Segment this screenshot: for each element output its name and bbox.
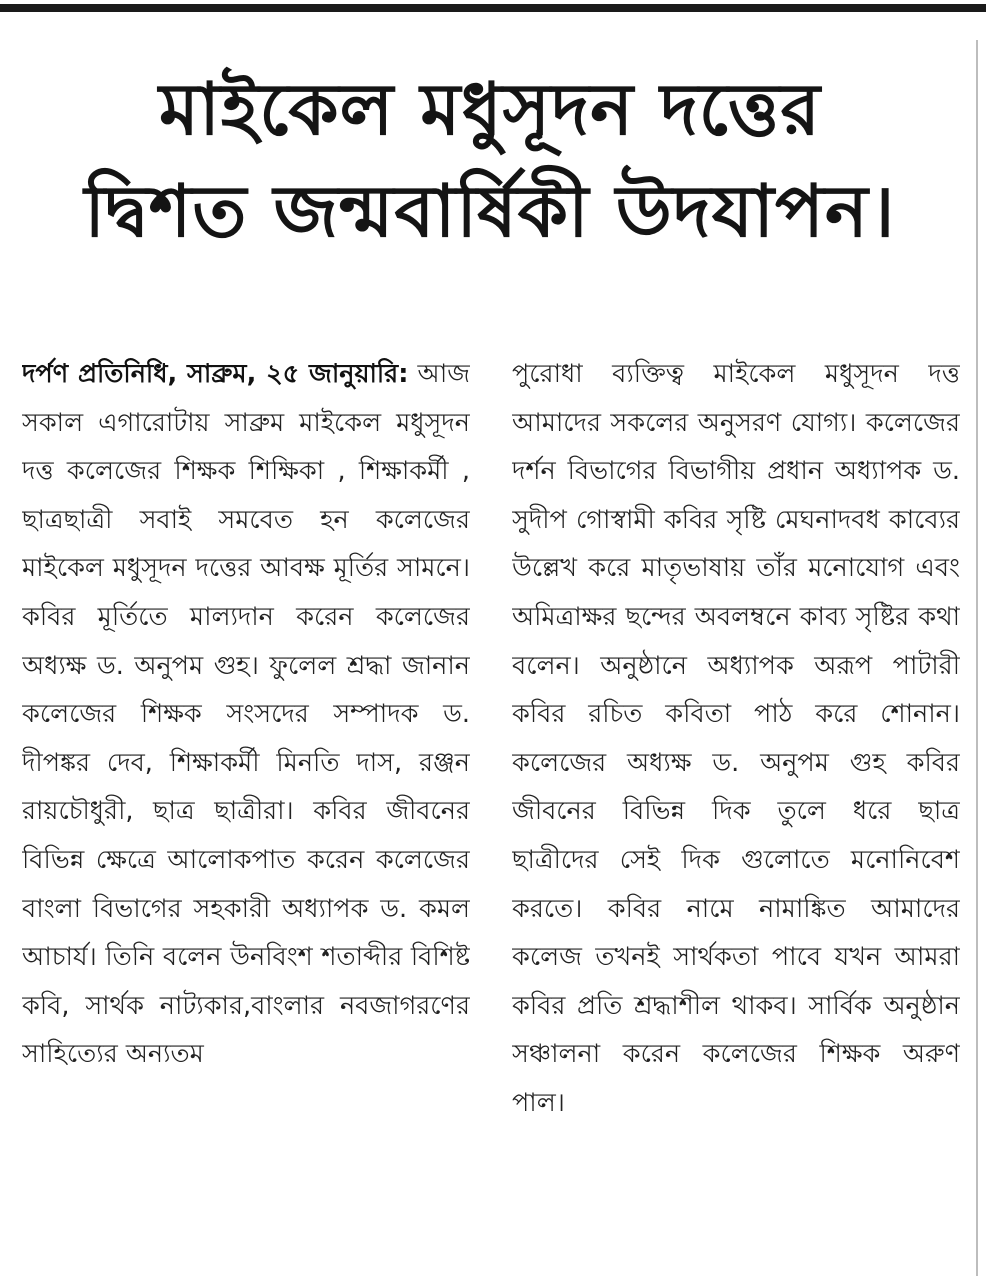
- article-body-left: আজ সকাল এগারোটায় সাব্রুম মাইকেল মধুসূদন দত্ত কলেজের শিক্ষক শিক্ষিকা , শিক্ষাকর্মী , ছাত্রছাত্রী সবাই সমবেত হন কলেজের মাইকেল মধুসূদন দত্তের আবক্ষ মূর্তির সামনে। কবির মূর্তিতে মাল্যদান করেন কলেজের অধ্যক্ষ ড. অনুপম গুহ। ফুলেল শ্রদ্ধা জানান কলেজের শিক্ষক সংসদের সম্পাদক ড. দীপঙ্কর দেব, শিক্ষাকর্মী মিনতি দাস, রঞ্জন রায়চৌধুরী, ছাত্র ছাত্রীরা। কবির জীবনের বিভিন্ন ক্ষেত্রে আলোকপাত করেন কলেজের বাংলা বিভাগের সহকারী অধ্যাপক ড. কমল আচার্য। তিনি বলেন উনবিংশ শতাব্দীর বিশিষ্ট কবি, সার্থক নাট্যকার,বাংলার নবজাগরণের সাহিত্যের অন্যতম: [22, 359, 470, 1070]
- headline: [30, 58, 950, 262]
- headline-line-2: দ্বিশত জন্মবার্ষিকী উদযাপন।: [84, 169, 896, 253]
- article-column-right: [512, 350, 960, 1270]
- right-column-rule: [976, 40, 978, 1276]
- article-column-left: [22, 350, 470, 1270]
- dateline: দর্পণ প্রতিনিধি, সাব্রুম, ২৫ জানুয়ারি:: [22, 359, 409, 389]
- headline-line-1: মাইকেল মধুসূদন দত্তের: [159, 67, 821, 151]
- article-body-right: পুরোধা ব্যক্তিত্ব মাইকেল মধুসূদন দত্ত আমাদের সকলের অনুসরণ যোগ্য। কলেজের দর্শন বিভাগের বিভাগীয় প্রধান অধ্যাপক ড. সুদীপ গোস্বামী কবির সৃষ্টি মেঘনাদবধ কাব্যের উল্লেখ করে মাতৃভাষায় তাঁর মনোযোগ এবং অমিত্রাক্ষর ছন্দের অবলম্বনে কাব্য সৃষ্টির কথা বলেন। অনুষ্ঠানে অধ্যাপক অরূপ পাটারী কবির রচিত কবিতা পাঠ করে শোনান। কলেজের অধ্যক্ষ ড. অনুপম গুহ কবির জীবনের বিভিন্ন দিক তুলে ধরে ছাত্র ছাত্রীদের সেই দিক গুলোতে মনোনিবেশ করতে। কবির নামে নামাঙ্কিত আমাদের কলেজ তখনই সার্থকতা পাবে যখন আমরা কবির প্রতি শ্রদ্ধাশীল থাকব। সার্বিক অনুষ্ঠান সঞ্চালনা করেন কলেজের শিক্ষক অরুণ পাল।: [512, 359, 960, 1118]
- top-border-rule: [0, 4, 986, 12]
